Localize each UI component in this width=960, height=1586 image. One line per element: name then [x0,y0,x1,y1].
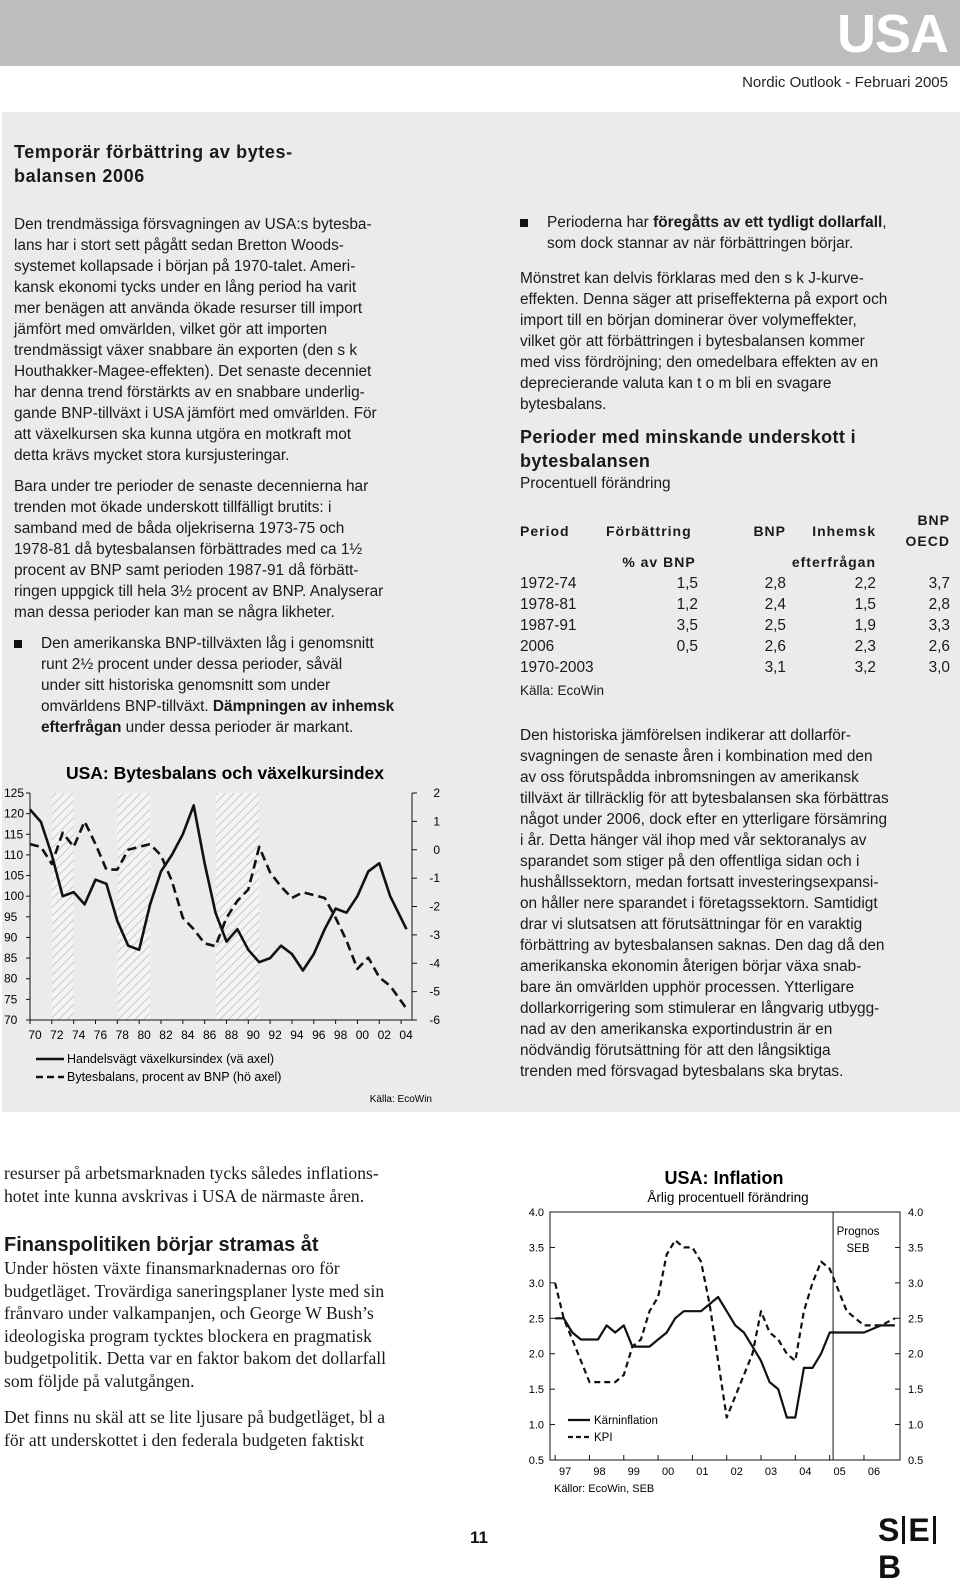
x-axis-tick-label: 02 [377,1028,391,1042]
table-cell [606,657,712,678]
x-axis-tick-label: 72 [50,1028,64,1042]
legend-label: Bytesbalans, procent av BNP (hö axel) [67,1070,282,1084]
table-cell: 2,6 [928,638,950,655]
right-axis-tick-label: -6 [429,1013,440,1027]
table-header-cell [520,552,606,573]
table-row [520,573,950,594]
chart-current-account-exchange-rate [0,755,460,1110]
chart-title: USA: Inflation [664,1168,784,1188]
table-cell: 2006 [520,638,555,655]
x-axis-tick-label: 00 [661,1466,675,1478]
left-axis-tick-label: 2.5 [528,1313,544,1326]
left-axis-tick-label: 110 [4,847,24,862]
x-axis-tick-label: 05 [833,1466,846,1478]
left-axis-tick-label: 120 [4,806,25,821]
table-header-row [520,552,950,573]
table-header-cell: BNP [753,522,786,539]
left-axis-tick-label: 125 [4,786,25,800]
left-axis-tick-label: 3.0 [528,1277,544,1290]
legend-label: Kärninflation [594,1415,658,1427]
table-header-cell: efterfrågan [791,554,876,570]
table-cell: 1,9 [854,617,876,634]
table-cell: 1978-81 [520,596,577,613]
table-row [520,615,950,636]
table-header-cell: BNP OECD [905,512,950,549]
article-heading: Temporär förbättring av bytes- balansen 2006 [14,142,293,186]
x-axis-tick-label: 03 [764,1466,778,1478]
paragraph: resurser på arbetsmarknaden tycks således inflations- hotet inte kunna avskrivas i USA de närmaste åren. [4,1163,379,1206]
table-cell: 2,4 [764,596,786,613]
left-axis-tick-label: 1.5 [528,1384,544,1397]
x-axis-tick-label: 04 [399,1028,413,1042]
table-cell: 3,3 [928,617,950,634]
left-axis-tick-label: 3.5 [528,1242,544,1255]
right-axis-tick-label: 1.5 [908,1384,924,1397]
table-cell: 2,6 [764,638,786,655]
table-cell: 3,7 [928,575,950,592]
right-axis-tick-label: 0.5 [908,1455,924,1467]
table-cell: 0,5 [676,638,698,655]
table-cell: 3,2 [854,659,876,676]
paragraph: Bara under tre perioder de senaste decennierna har trenden mot ökade underskott tillfälligt brutits: i samband med de båda oljekriserna 1973-75 och 1978-81 då bytesbalansen förbättrades med ca 1½ procent av BNP samt perioden 1987-91 då förbätt- ringen uppgick till hela 3½ procent av BNP. Analyserar man dessa perioder kan man se några likheter. [14,478,384,621]
page-title: USA [836,4,948,64]
x-axis-tick-label: 76 [93,1028,108,1042]
x-axis-tick-label: 04 [799,1466,812,1478]
left-axis-tick-label: 80 [4,971,18,986]
forecast-label: Prognos [836,1226,880,1238]
shaded-period [117,793,150,1020]
x-axis-tick-label: 92 [268,1028,282,1042]
x-axis-tick-label: 99 [627,1466,640,1478]
table-cell: 1970-2003 [520,659,594,676]
chart-title: USA: Bytesbalans och växelkursindex [65,763,385,783]
bullet-square-icon [520,219,528,227]
x-axis-tick-label: 88 [224,1028,239,1042]
page-number: 11 [470,1528,488,1547]
x-axis-tick-label: 78 [115,1028,129,1042]
right-axis-tick-label: 3.0 [908,1277,924,1290]
right-axis-tick-label: 2.0 [908,1348,924,1361]
paragraph: Den trendmässiga försvagningen av USA:s bytesba- lans har i stort sett pågått sedan Bretton Woods- systemet kollapsade i början på 1970-talet. Ameri- kansk ekonomi tycks under en lång period ha varit mer benägen att använda ökade resurser till import jämfört med omvärlden, vilket gör att importen trendmässigt växer snabbare än exporten (den s k Houthakker-Magee-effekten). Det senaste decenniet har denna trend förstärkts av en snabbare underlig- gande BNP-tillväxt i USA jämfört med omvärlden. För att växelkursen ska kunna utgöra en motkraft mot detta krävs mycket stora kursjusteringar. [14,216,377,464]
right-axis-tick-label: -4 [429,956,440,971]
legend-label: KPI [594,1432,613,1444]
x-axis-tick-label: 01 [696,1466,709,1478]
right-axis-tick-label: -2 [429,899,440,914]
x-axis-tick-label: 80 [137,1028,151,1042]
left-axis-tick-label: 75 [4,992,18,1007]
table-header-row [520,510,950,552]
series-line-2 [555,1240,895,1417]
x-axis-tick-label: 98 [593,1466,606,1478]
table-subtitle: Procentuell förändring [520,475,671,492]
table-row [520,657,950,678]
legend-label: Handelsvägt växelkursindex (vä axel) [67,1052,275,1066]
publication-name: Nordic Outlook - Februari 2005 [742,74,948,91]
x-axis-tick-label: 90 [246,1028,260,1042]
table-header-cell: % av BNP [622,554,696,570]
table-source: Källa: EcoWin [520,683,605,698]
right-axis-tick-label: -5 [429,984,440,999]
right-axis-tick-label: 1 [433,814,440,829]
chart-source: Källa: EcoWin [369,1094,432,1105]
right-axis-tick-label: 2 [433,786,440,800]
seb-logo: S EB [878,1512,958,1546]
table-cell: 1,2 [676,596,698,613]
table-cell: 2,2 [854,575,876,592]
right-axis-tick-label: 2.5 [908,1313,924,1326]
x-axis-tick-label: 98 [333,1028,348,1042]
x-axis-tick-label: 94 [290,1028,304,1042]
x-axis-tick-label: 84 [181,1028,195,1042]
left-axis-tick-label: 90 [4,930,18,945]
table-cell: 1987-91 [520,617,577,634]
header-band [0,0,960,66]
bullet-square-icon [14,640,22,648]
right-axis-tick-label: -1 [429,871,440,886]
table-row [520,594,950,615]
x-axis-tick-label: 74 [71,1028,86,1042]
table-header-cell [876,552,950,573]
chart-subtitle: Årlig procentuell förändring [647,1190,809,1205]
table-header-cell: Förbättring [606,522,692,539]
x-axis-tick-label: 86 [202,1028,217,1042]
x-axis-tick-label: 70 [28,1028,42,1042]
right-axis-tick-label: 1.0 [908,1419,924,1432]
left-axis-tick-label: 4.0 [528,1207,544,1219]
left-axis-tick-label: 2.0 [528,1348,544,1361]
table-cell: 2,8 [764,575,786,592]
bullet-item: Perioderna har föregåtts av ett tydligt dollarfall, som dock stannar av när förbättringen börjar. [520,212,950,254]
table-title: Perioder med minskande underskott i bytesbalansen [520,427,857,471]
table-cell: 1,5 [676,575,698,592]
table-cell: 3,5 [676,617,698,634]
table-header-cell: Period [520,522,570,539]
data-table [520,510,950,678]
paragraph: Den historiska jämförelsen indikerar att dollarför- svagningen de senaste åren i kombination med den av oss förutspådda inbromsningen av amerikansk tillväxt är tillräcklig för att bytesbalansen ska förbättras något under 2006, dock efter en ytterligare försämring i år. Detta hänger väl ihop med vår sektoranalys av sparandet som stiger på den offentliga sidan och i hushållssektorn, medan fortsatt investeringsexpansi- on håller nere sparandet i företagssektorn. Samtidigt drar vi slutsatsen att förutsättningar för en varaktig förbättring av bytesbalansen saknas. Den dag då den amerikanska ekonomin återigen börjar växa snab- bare än omvärlden upphör processen. Ytterligare dollarkorrigering som stimulerar en långvarig utbygg- nad av den amerikanska exportindustrin är en nödvändig förutsättning för att den långsiktiga trenden med försvagad bytesbalans ska brytas. [520,727,889,1080]
left-axis-tick-label: 105 [4,868,25,883]
left-axis-tick-label: 95 [4,909,18,924]
lower-left-column [4,1162,454,1465]
paragraph: Det finns nu skäl att se lite ljusare på budgetläget, bl a för att underskottet i den federala budgeten faktiskt [4,1407,386,1450]
forecast-label: SEB [846,1243,870,1255]
bullet-item: Den amerikanska BNP-tillväxten låg i genomsnitt runt 2½ procent under dessa perioder, såväl under sitt historiska genomsnitt som under omvärldens BNP-tillväxt. Dämpningen av inhemsk efterfrågan under dessa perioder är markant. [14,633,444,738]
x-axis-tick-label: 96 [312,1028,326,1042]
x-axis-tick-label: 97 [559,1466,572,1478]
paragraph: Under hösten växte finansmarknadernas oro för budgetläget. Trovärdiga saneringsplaner lyste med sin frånvaro under valkampanjen, och George W Bush’s ideologiska program tycktes blockera en pragmatisk budgetpolitik. Detta var en faktor bakom det dollarfall som följde på valutgången. [4,1258,387,1391]
shaded-period [216,793,260,1020]
x-axis-tick-label: 82 [159,1028,173,1042]
right-axis-tick-label: 3.5 [908,1242,924,1255]
table-cell: 3,1 [764,659,786,676]
section-heading: Finanspolitiken börjar stramas åt [4,1234,319,1256]
left-axis-tick-label: 115 [4,827,24,842]
left-axis-tick-label: 70 [4,1013,18,1027]
table-header-cell: Inhemsk [812,522,876,539]
left-axis-tick-label: 1.0 [528,1419,544,1432]
right-axis-tick-label: -3 [429,927,440,942]
table-row [520,636,950,657]
chart-inflation [500,1162,950,1502]
paragraph: Mönstret kan delvis förklaras med den s k J-kurve- effekten. Denna säger att priseffekterna på export och import till en början dominerar över volymeffekter, vilket gör att förbättringen i bytesbalansen kommer med viss fördröjning; den omedelbara effekten av en deprecierande valuta kan t o m bli en svagare bytesbalans. [520,270,888,413]
shaded-period [52,793,74,1020]
x-axis-tick-label: 06 [867,1466,881,1478]
left-axis-tick-label: 100 [4,889,25,904]
table-cell: 2,8 [928,596,950,613]
x-axis-tick-label: 00 [355,1028,370,1042]
table-cell: 3,0 [928,659,950,676]
right-axis-tick-label: 0 [433,842,440,857]
right-column [520,212,950,1092]
table-header-cell [712,552,786,573]
x-axis-tick-label: 02 [730,1466,743,1478]
left-axis-tick-label: 0.5 [528,1455,544,1467]
chart-source: Källor: EcoWin, SEB [554,1483,655,1495]
table-cell: 1,5 [854,596,876,613]
table-cell: 2,5 [764,617,786,634]
table-cell: 2,3 [854,638,876,655]
right-axis-tick-label: 4.0 [908,1207,924,1219]
left-axis-tick-label: 85 [4,951,18,966]
table-cell: 1972-74 [520,575,577,592]
left-column [14,140,444,748]
